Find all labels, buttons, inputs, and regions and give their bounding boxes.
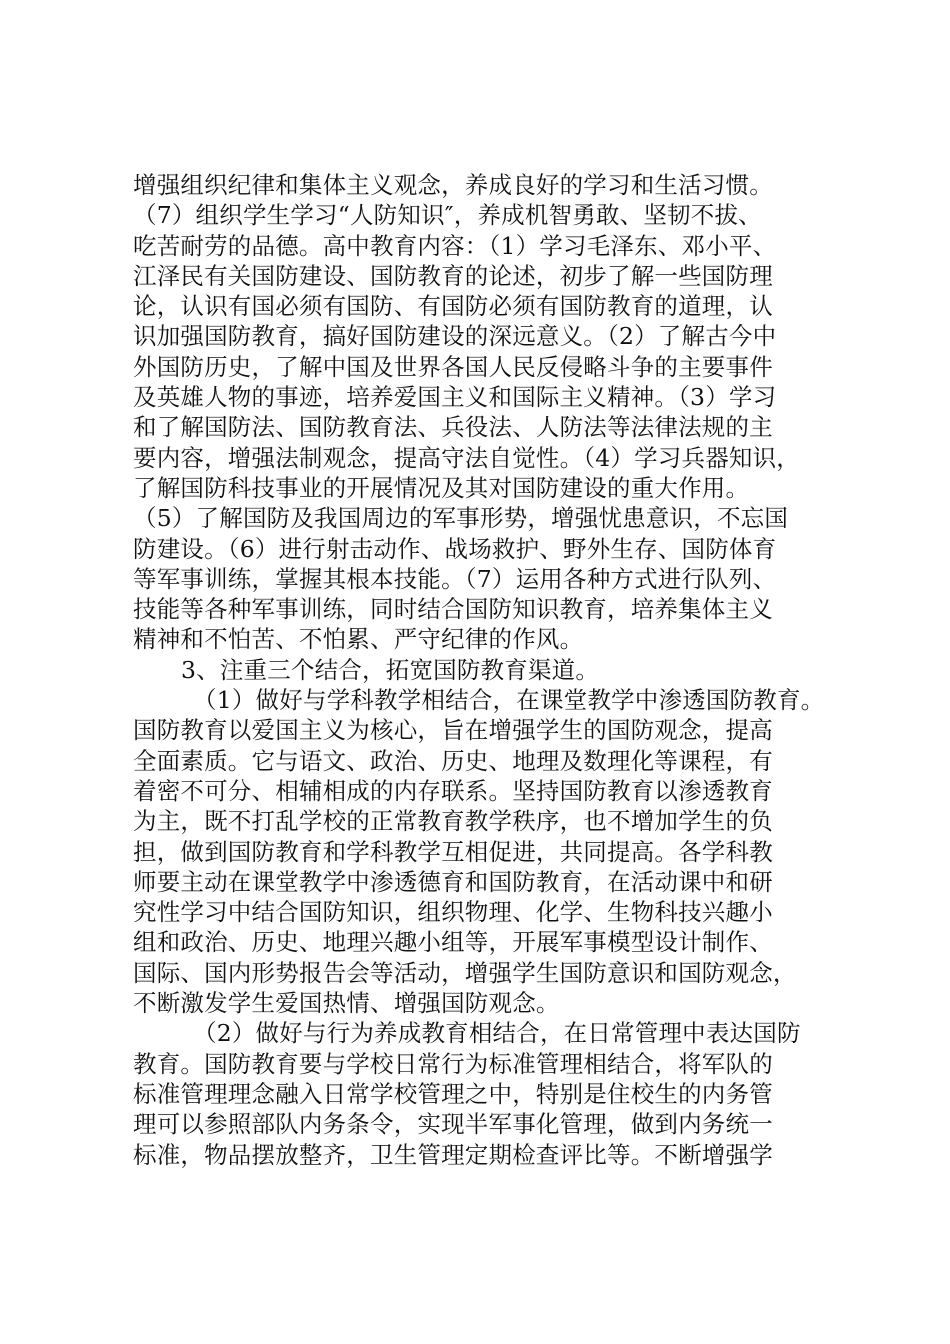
text-line: 理可以参照部队内务条令，实现半军事化管理，做到内务统一: [133, 1110, 773, 1139]
text-line: 及英雄人物的事迹，培养爱国主义和国际主义精神。（3）学习: [133, 383, 777, 412]
text-line: 论，认识有国必须有国防、有国防必须有国防教育的道理，认: [133, 292, 773, 321]
text-line: 等军事训练，掌握其根本技能。（7）运用各种方式进行队列、: [133, 564, 777, 593]
text-line: （7）组织学生学习“人防知识″，养成机智勇敢、坚韧不拔、: [133, 201, 762, 230]
text-line: 标准，物品摆放整齐，卫生管理定期检查评比等。不断增强学: [133, 1140, 773, 1169]
text-line: 3、注重三个结合，拓宽国防教育渠道。: [181, 655, 600, 684]
text-line: 为主，既不打乱学校的正常教育教学秩序，也不增加学生的负: [133, 807, 773, 836]
text-line: 技能等各种军事训练，同时结合国防知识教育，培养集体主义: [133, 595, 773, 624]
text-line: 标准管理理念融入日常学校管理之中，特别是住校生的内务管: [133, 1079, 773, 1108]
text-line: 担，做到国防教育和学科教学互相促进，共同提高。各学科教: [133, 837, 773, 866]
text-line: 不断激发学生爱国热情、增强国防观念。: [133, 989, 560, 1018]
text-line: 识加强国防教育，搞好国防建设的深远意义。（2）了解古今中: [133, 322, 777, 351]
text-line: 师要主动在课堂教学中渗透德育和国防教育，在活动课中和研: [133, 867, 773, 896]
text-line: 全面素质。它与语文、政治、历史、地理及数理化等课程，有: [133, 746, 773, 775]
text-line: 着密不可分、相辅相成的内存联系。坚持国防教育以渗透教育: [133, 776, 773, 805]
text-line: 教育。国防教育要与学校日常行为标准管理相结合，将军队的: [133, 1049, 773, 1078]
text-line: 究性学习中结合国防知识，组织物理、化学、生物科技兴趣小: [133, 898, 773, 927]
text-line: 江泽民有关国防建设、国防教育的论述，初步了解一些国防理: [133, 261, 773, 290]
text-line: 精神和不怕苦、不怕累、严守纪律的作风。: [133, 625, 584, 654]
text-line: 吃苦耐劳的品德。高中教育内容：（1）学习毛泽东、邓小平、: [133, 231, 777, 260]
text-line: 和了解国防法、国防教育法、兵役法、人防法等法律法规的主: [133, 413, 773, 442]
text-line: 增强组织纪律和集体主义观念，养成良好的学习和生活习惯。: [133, 171, 773, 199]
text-line: （2）做好与行为养成教育相结合，在日常管理中表达国防: [193, 1019, 801, 1048]
body-text: [133, 170, 833, 1170]
text-line: 组和政治、历史、地理兴趣小组等，开展军事模型设计制作、: [133, 928, 773, 957]
text-line: 防建设。（6）进行射击动作、战场救护、野外生存、国防体育: [133, 534, 777, 563]
text-line: 要内容，增强法制观念，提高守法自觉性。（4）学习兵器知识，: [133, 443, 801, 472]
text-line: 外国防历史，了解中国及世界各国人民反侵略斗争的主要事件: [133, 352, 773, 381]
text-line: （5）了解国防及我国周边的军事形势，增强忧患意识，不忘国: [133, 504, 789, 533]
text-line: 国际、国内形势报告会等活动，增强学生国防意识和国防观念，: [133, 958, 797, 987]
text-line: （1）做好与学科教学相结合，在课堂教学中渗透国防教育。: [193, 686, 825, 715]
text-line: 国防教育以爱国主义为核心，旨在增强学生的国防观念，提高: [133, 716, 773, 745]
text-line: 了解国防科技事业的开展情况及其对国防建设的重大作用。: [133, 473, 750, 502]
